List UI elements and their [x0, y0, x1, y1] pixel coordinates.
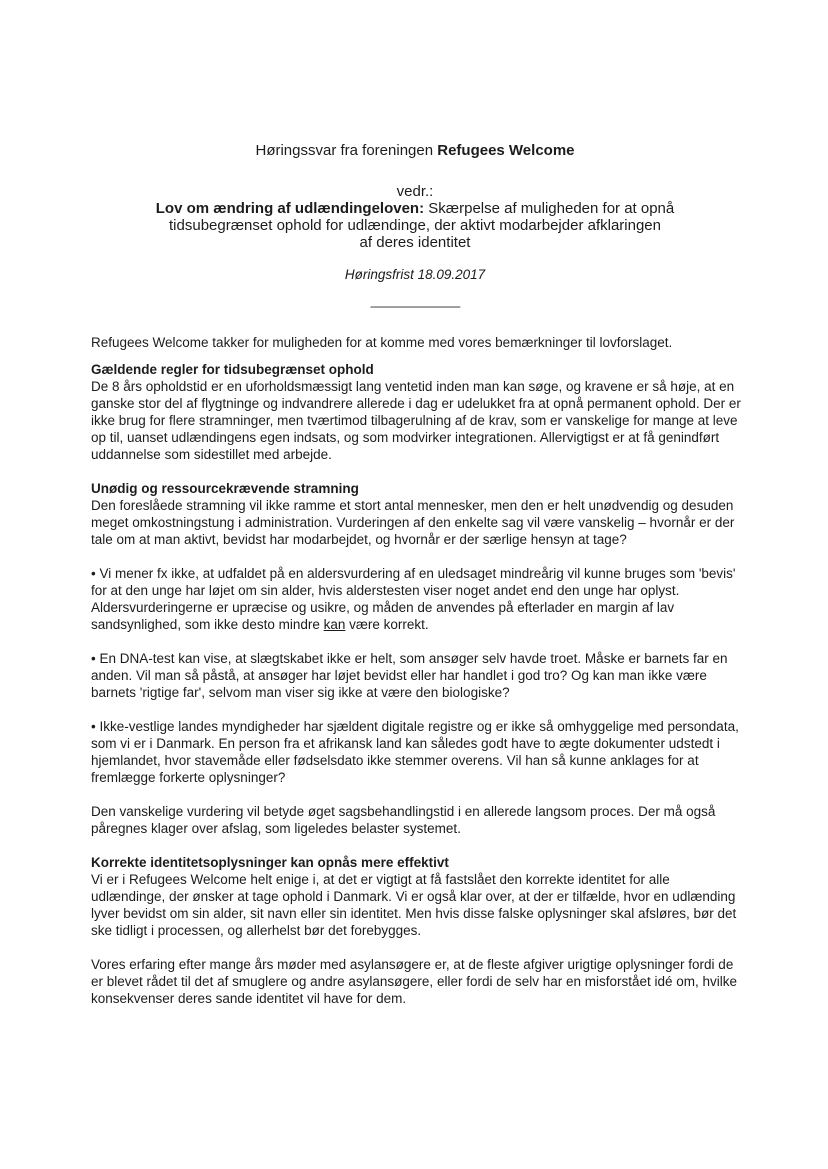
intro-paragraph: Refugees Welcome takker for muligheden for at komme med vores bemærkninger til lovforslaget.	[91, 335, 673, 350]
title-organization: Refugees Welcome	[437, 142, 575, 159]
bullet-non-western-registries: • Ikke-vestlige landes myndigheder har sjældent digitale registre og er ikke så omhyggelige med persondata, som vi er i Danmark. En person fra et afrikansk land kan således godt have to ægte dokumenter udstedt i hjemlandet, hvor stavemåde eller fødselsdato ikke stemmer overens. Vil han så kunne anklages for at fremlægge forkerte oplysninger?	[91, 719, 739, 785]
separator-line: ------------------------------	[370, 299, 460, 313]
title-prefix: Høringssvar fra foreningen	[255, 142, 438, 159]
section-text-unnecessary-tightening: Den foreslåede stramning vil ikke ramme et stort antal mennesker, men den er helt unødvendig og desuden meget omkostningstung i administration. Vurderingen af den enkelte sag vil være vanskelig – hvornår er der tale om at man aktivt, bevidst har modarbejdet, og hvornår er der særlige hensyn at tage?	[91, 498, 735, 547]
section-text-experience: Vores erfaring efter mange års møder med asylansøgere er, at de fleste afgiver urigtige oplysninger fordi de er blevet rådet til det af smuglere og andre asylansøgere, eller fordi de selv har en misforstået idé om, hvilke konsekvenser deres sande identitet vil have for dem.	[91, 957, 738, 1006]
section-heading-correct-identity: Korrekte identitetsoplysninger kan opnås mere effektivt	[91, 855, 449, 870]
document-header	[90, 142, 740, 313]
document-body	[91, 334, 741, 1007]
vedr-label: vedr.:	[396, 183, 434, 200]
section-heading-unnecessary-tightening: Unødig og ressourcekrævende stramning	[91, 481, 359, 496]
law-title-line2: tidsubegrænset ophold for udlændinge, der aktivt modarbejder afklaringen	[169, 217, 661, 234]
bullet-age-assessment: • Vi mener fx ikke, at udfaldet på en aldersvurdering af en uledsaget mindreårig vil kunne bruges som 'bevis' for at den unge har løjet om sin alder, hvis alderstesten viser noget andet end den unge har oplyst. Aldersvurderingerne er upræcise og usikre, og måden de anvendes på efterlader en margin af lav sandsynlighed, som ikke desto mindre kan være korrekt.	[91, 566, 736, 632]
closing-paragraph: Den vanskelige vurdering vil betyde øget sagsbehandlingstid i en allerede langsom proces. Der må også påregnes klager over afslag, som ligeledes belaster systemet.	[91, 804, 716, 836]
hearing-deadline: Høringsfrist 18.09.2017	[344, 267, 486, 282]
law-title-bold: Lov om ændring af udlændingeloven:	[155, 200, 425, 217]
section-heading-current-rules: Gældende regler for tidsubegrænset ophold	[91, 362, 374, 377]
law-title-line1: Skærpelse af muligheden for at opnå	[424, 200, 675, 217]
law-title-line3: af deres identitet	[359, 234, 471, 251]
bullet-dna-test: • En DNA-test kan vise, at slægtskabet ikke er helt, som ansøger selv havde troet. Måske er barnets far en anden. Vil man så påstå, at ansøger har løjet bevidst eller har handlet i god tro? Og kan man ikke være barnets 'rigtige far', selvom man viser sig ikke at være den biologiske?	[91, 651, 728, 700]
section-text-correct-identity: Vi er i Refugees Welcome helt enige i, at det er vigtigt at få fastslået den korrekte identitet for alle udlændinge, der ønsker at tage ophold i Danmark. Vi er også klar over, at der er tilfælde, hvor en udlænding lyver bevidst om sin alder, sit navn eller sin identitet. Men hvis disse falske oplysninger skal afsløres, bør det ske tidligt i processen, og allerhelst bør det forebygges.	[91, 872, 737, 938]
law-title	[90, 200, 740, 251]
document-title	[90, 142, 740, 160]
section-text-current-rules: De 8 års opholdstid er en uforholdsmæssigt lang ventetid inden man kan søge, og kravene er så høje, at en ganske stor del af flygtninge og indvandrere allerede i dag er udelukket fra at opnå permanent ophold. Der er ikke brug for flere stramninger, men tværtimod tilbagerulning af de krav, som er vanskelige for mange at leve op til, uanset udlændingens egen indsats, og som modvirker integrationen. Allervigtigst er at få genindført uddannelse som sidestillet med arbejde.	[91, 379, 741, 462]
